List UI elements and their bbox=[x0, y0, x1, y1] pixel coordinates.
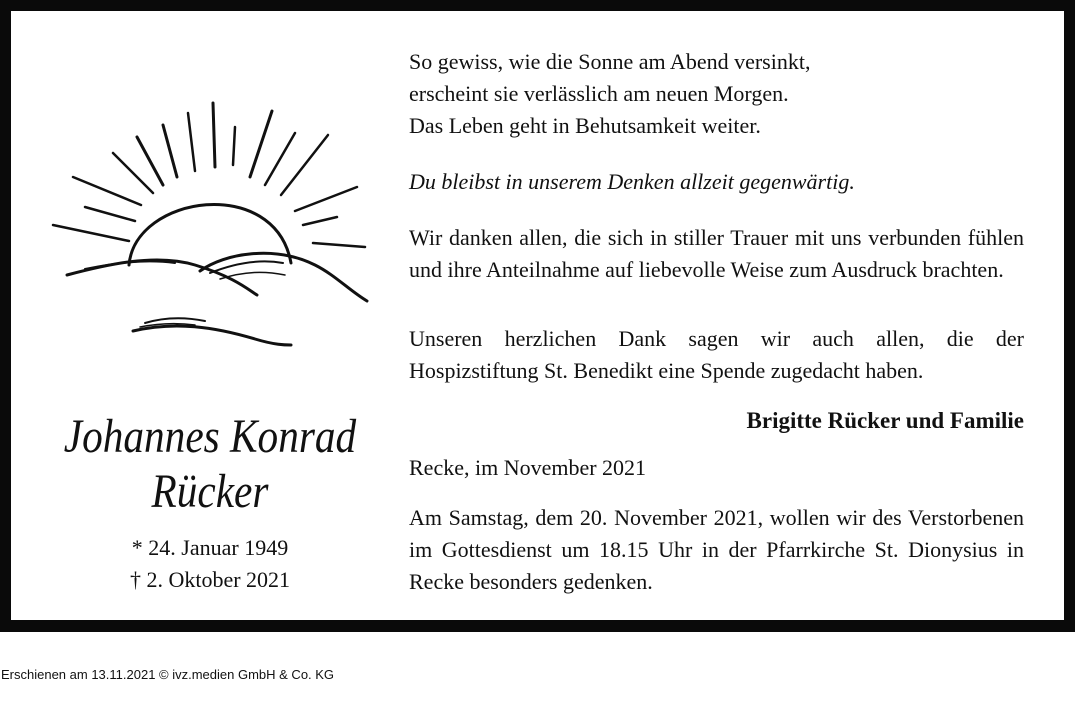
sunset-over-hills-icon bbox=[45, 95, 375, 355]
family-signature: Brigitte Rücker und Familie bbox=[746, 408, 1024, 433]
remembrance-quote: Du bleibst in unserem Denken allzeit gegenwärtig. bbox=[409, 169, 855, 194]
deceased-first-names: Johannes Konrad bbox=[63, 410, 357, 463]
birth-date: * 24. Januar 1949 bbox=[131, 535, 289, 560]
thanks-paragraph: Wir danken allen, die sich in stiller Trauer mit uns verbunden fühlen und ihre Anteilnahme auf liebevolle Weise zum Ausdruck brachten. bbox=[409, 225, 1024, 282]
memorial-service-paragraph: Am Samstag, dem 20. November 2021, wollen wir des Verstorbenen im Gottesdienst um 18.15 Uhr in der Pfarrkirche St. Dionysius in Recke besonders gedenken. bbox=[409, 505, 1024, 594]
poem bbox=[409, 46, 1024, 142]
poem-line: erscheint sie verlässlich am neuen Morgen. bbox=[409, 81, 789, 106]
death-date: † 2. Oktober 2021 bbox=[129, 567, 291, 592]
poem-line: Das Leben geht in Behutsamkeit weiter. bbox=[409, 113, 761, 138]
place-date: Recke, im November 2021 bbox=[409, 455, 647, 480]
publication-footer: Erschienen am 13.11.2021 © ivz.medien GmbH & Co. KG bbox=[1, 667, 335, 682]
donation-thanks-paragraph: Unseren herzlichen Dank sagen wir auch allen, die der Hospizstiftung St. Benedikt eine Spende zugedacht haben. bbox=[409, 326, 1024, 383]
poem-line: So gewiss, wie die Sonne am Abend versinkt, bbox=[409, 49, 811, 74]
deceased-surname: Rücker bbox=[151, 465, 269, 518]
